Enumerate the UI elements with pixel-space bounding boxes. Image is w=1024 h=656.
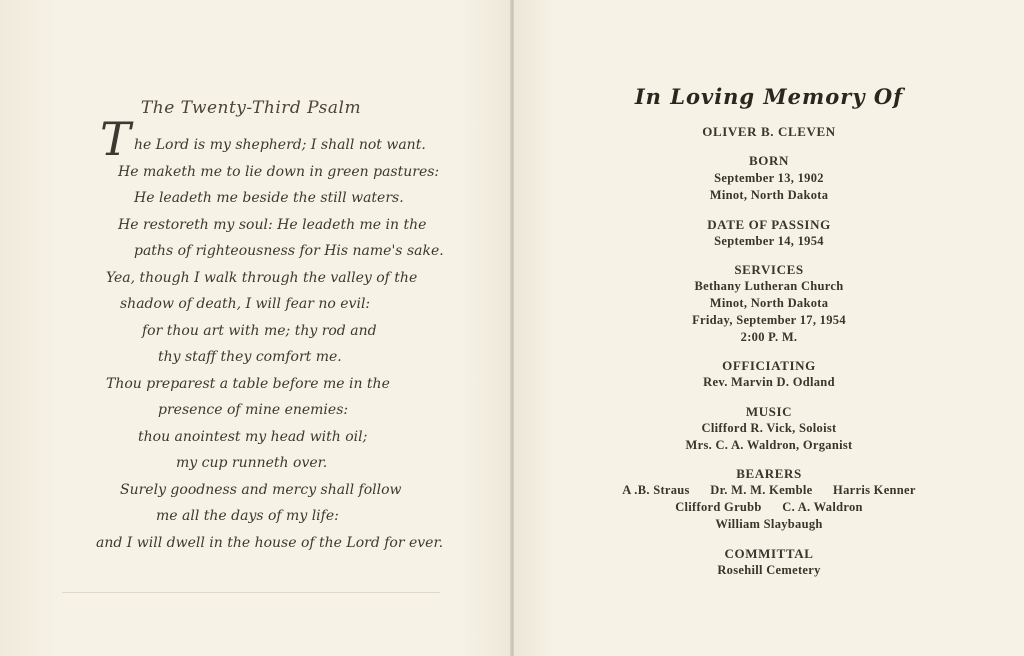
psalm-line: me all the days of my life: (156, 508, 339, 524)
services-time: 2:00 P. M. (740, 330, 798, 344)
psalm-line: thou anointest my head with oil; (138, 429, 368, 445)
psalm-panel (62, 80, 444, 593)
psalm-line: Surely goodness and mercy shall follow (120, 482, 402, 498)
psalm-line: Thou preparest a table before me in the (106, 376, 390, 392)
services-heading: SERVICES (734, 262, 804, 277)
psalm-line: shadow of death, I will fear no evil: (120, 296, 371, 312)
psalm-line: and I will dwell in the house of the Lord for ever. (96, 535, 444, 551)
psalm-line: he Lord is my shepherd; I shall not want. (134, 137, 426, 153)
officiating-name: Rev. Marvin D. Odland (703, 375, 835, 389)
committal-heading: COMMITTAL (724, 546, 814, 561)
passing-date: September 14, 1954 (714, 234, 824, 248)
committal-place: Rosehill Cemetery (717, 563, 821, 577)
psalm-line: for thou art with me; thy rod and (142, 323, 377, 339)
memorial-title: In Loving Memory Of (634, 84, 904, 109)
music-soloist: Clifford R. Vick, Soloist (701, 421, 837, 435)
right-page (514, 0, 1024, 656)
bearers-heading: BEARERS (736, 466, 802, 481)
psalm-line: He leadeth me beside the still waters. (134, 190, 404, 206)
deceased-name: OLIVER B. CLEVEN (702, 124, 836, 139)
psalm-line: paths of righteousness for His name's sake. (134, 243, 444, 259)
psalm-line: presence of mine enemies: (158, 402, 349, 418)
psalm-line: thy staff they comfort me. (158, 349, 342, 365)
born-date: September 13, 1902 (714, 171, 824, 185)
passing-heading: DATE OF PASSING (707, 217, 831, 232)
born-place: Minot, North Dakota (709, 188, 829, 202)
services-date: Friday, September 17, 1954 (692, 313, 846, 327)
bearers-line: Clifford Grubb C. A. Waldron (675, 500, 863, 514)
bearers-line: William Slaybaugh (715, 517, 823, 531)
psalm-line: Yea, though I walk through the valley of the (106, 270, 418, 286)
bearers-line: A .B. Straus Dr. M. M. Kemble Harris Kenner (622, 483, 916, 497)
services-place: Minot, North Dakota (709, 296, 829, 310)
officiating-heading: OFFICIATING (722, 358, 816, 373)
services-church: Bethany Lutheran Church (694, 279, 844, 293)
psalm-line: He restoreth my soul: He leadeth me in the (118, 217, 427, 233)
music-heading: MUSIC (745, 404, 793, 419)
drop-cap: T (100, 112, 131, 166)
psalm-line: He maketh me to lie down in green pastures: (118, 164, 440, 180)
born-heading: BORN (749, 153, 789, 168)
psalm-title: The Twenty-Third Psalm (140, 98, 362, 118)
music-organist: Mrs. C. A. Waldron, Organist (685, 438, 853, 452)
psalm-line: my cup runneth over. (176, 455, 328, 471)
